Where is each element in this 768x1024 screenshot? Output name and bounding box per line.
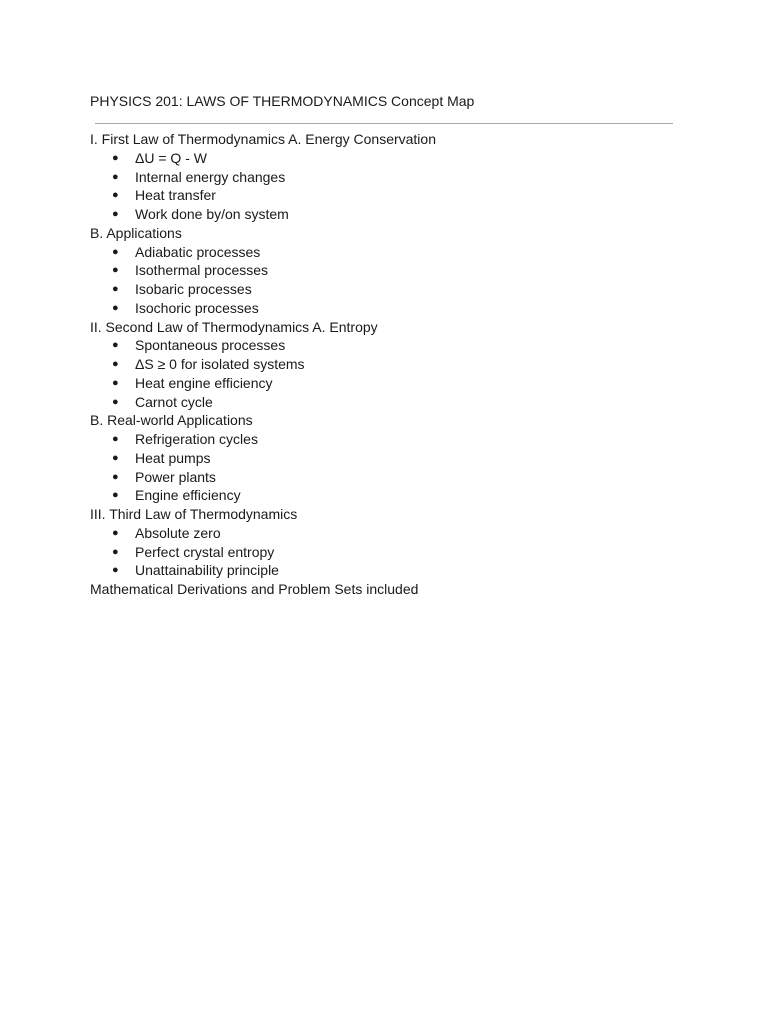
list-item — [90, 261, 690, 280]
list-item-text: Carnot cycle — [135, 393, 213, 410]
list-item-text: Isothermal processes — [135, 262, 269, 279]
list-item-text: Absolute zero — [135, 524, 221, 541]
list-item-text: Work done by/on system — [135, 206, 289, 222]
list-item-text: Refrigeration cycles — [135, 431, 258, 447]
list-item — [90, 561, 690, 580]
concept-map-outline — [90, 130, 690, 599]
bullet-icon: ● — [112, 358, 119, 370]
list-item-text: Isochoric processes — [135, 299, 259, 316]
list-item-text: Power plants — [135, 468, 216, 485]
bullet-icon: ● — [112, 151, 119, 164]
list-item — [90, 543, 690, 562]
bullet-icon: ● — [112, 564, 119, 577]
list-item — [90, 336, 690, 355]
list-item-text: Heat transfer — [135, 187, 216, 204]
list-item — [90, 393, 690, 412]
footer-note: Mathematical Derivations and Problem Sets included — [90, 581, 419, 597]
bullet-icon: ● — [112, 451, 119, 464]
bullet-icon: ● — [112, 489, 119, 502]
section-heading: B. Applications — [90, 224, 182, 241]
bullet-icon: ● — [112, 526, 119, 539]
section-heading: B. Real-world Applications — [90, 412, 253, 429]
list-item-text: Heat engine efficiency — [135, 374, 273, 391]
bullet-icon: ● — [112, 376, 119, 389]
bullet-icon: ● — [112, 208, 119, 220]
list-item-text: Isobaric processes — [135, 281, 252, 297]
list-item-text: Spontaneous processes — [135, 337, 286, 354]
bullet-icon: ● — [112, 170, 119, 183]
section-heading: II. Second Law of Thermodynamics A. Entropy — [90, 318, 378, 335]
list-item-text: ΔU = Q - W — [135, 149, 207, 166]
list-item — [90, 168, 690, 187]
list-item — [90, 243, 690, 262]
title-divider — [95, 123, 673, 124]
bullet-icon: ● — [112, 470, 119, 483]
list-item — [90, 186, 690, 205]
list-item-text: Heat pumps — [135, 449, 211, 466]
list-item — [90, 280, 690, 299]
list-item-text: Unattainability principle — [135, 562, 279, 579]
list-item-text: Perfect crystal entropy — [135, 543, 275, 560]
list-item-text: ΔS ≥ 0 for isolated systems — [135, 356, 305, 372]
bullet-icon: ● — [112, 264, 119, 277]
list-item — [90, 449, 690, 468]
bullet-icon: ● — [112, 339, 119, 352]
list-item — [90, 149, 690, 168]
bullet-icon: ● — [112, 189, 119, 202]
list-item-text: Engine efficiency — [135, 487, 241, 504]
bullet-icon: ● — [112, 545, 119, 558]
section-heading: III. Third Law of Thermodynamics — [90, 506, 298, 522]
section-heading: I. First Law of Thermodynamics A. Energy Conservation — [90, 131, 436, 147]
list-item — [90, 524, 690, 543]
list-item — [90, 205, 690, 224]
bullet-icon: ● — [112, 283, 119, 295]
list-item — [90, 374, 690, 393]
list-item — [90, 468, 690, 487]
list-item — [90, 299, 690, 318]
bullet-icon: ● — [112, 301, 119, 314]
list-item — [90, 355, 690, 374]
bullet-icon: ● — [112, 245, 119, 258]
list-item-text: Adiabatic processes — [135, 243, 261, 260]
bullet-icon: ● — [112, 395, 119, 408]
list-item-text: Internal energy changes — [135, 168, 286, 185]
bullet-icon: ● — [112, 433, 119, 445]
document-title: PHYSICS 201: LAWS OF THERMODYNAMICS Concept Map — [90, 93, 475, 109]
list-item — [90, 486, 690, 505]
list-item — [90, 430, 690, 449]
